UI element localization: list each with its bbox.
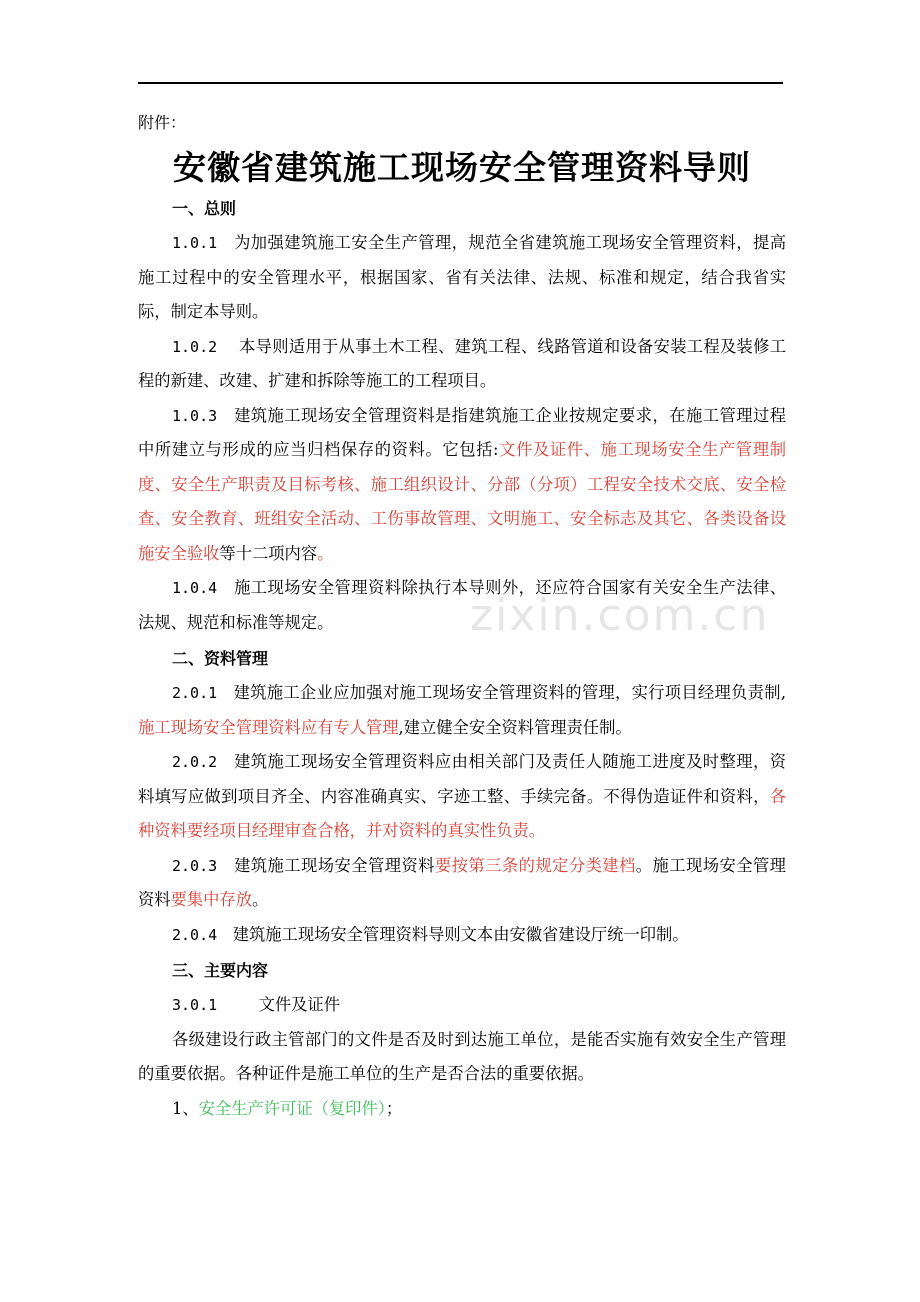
clause-highlight: 各种资料要经项目经理审查合格，并对资料的真实性负责 (138, 786, 786, 840)
clause-number: 1.0.2 (172, 337, 218, 356)
clause-text: 建筑施工现场安全管理资料导则文本由安徽省建设厅统一印制。 (232, 924, 689, 944)
clause-text: 。施工现场安全管理资料 (138, 855, 786, 909)
header-rule (138, 82, 783, 84)
clause-text: 施工现场安全管理资料除执行本导则外，还应符合国家有关安全生产法律、法规、规范和标准等规定。 (138, 578, 786, 632)
clause-2-0-1 (138, 676, 786, 745)
clause-text: 本导则适用于从事土木工程、建筑工程、线路管道和设备安装工程及装修工程的新建、改建、扩建和拆除等施工的工程项目。 (138, 336, 786, 390)
clause-2-0-3 (138, 849, 786, 918)
document-title: 安徽省建筑施工现场安全管理资料导则 (173, 148, 751, 187)
clause-number: 1.0.3 (172, 406, 218, 425)
section-heading-general: 一、总则 (172, 199, 237, 218)
clause-text: 文件及证件 (258, 995, 340, 1014)
clause-3-0-1-description: 各级建设行政主管部门的文件是否及时到达施工单位，是能否实施有效安全生产管理的重要依据。各种证件是施工单位的生产是否合法的重要依据。 (138, 1029, 786, 1083)
clause-3-0-1 (138, 988, 786, 1023)
clause-text: 建筑施工现场安全管理资料应由相关部门及责任人随施工进度及时整理，资料填写应做到项目齐全、内容准确真实、字迹工整、手续完备。不得伪造证件和资料， (138, 752, 786, 806)
clause-1-0-2 (138, 330, 786, 399)
clause-2-0-4 (138, 918, 786, 953)
section-heading-main-content: 三、主要内容 (172, 961, 269, 980)
attachment-label: 附件： (138, 113, 187, 132)
clause-highlight: 施工现场安全管理资料应有专人管理 (138, 717, 399, 737)
list-item-1 (138, 1092, 786, 1127)
clause-text: 建筑施工企业应加强对施工现场安全管理资料的管理，实行项目经理负责制, (233, 683, 786, 702)
clause-number: 1.0.4 (172, 579, 218, 597)
clause-number: 3.0.1 (172, 996, 218, 1014)
clause-1-0-3 (138, 399, 786, 572)
section-heading-data-management: 二、资料管理 (172, 649, 269, 668)
clause-text: 建筑施工现场安全管理资料是指建筑施工企业按规定要求，在施工管理过程中所建立与形成的应当归档保存的资料。它包括: (138, 405, 786, 459)
list-item-highlight: 安全生产许可证（复印件） (198, 1098, 386, 1118)
document-page (138, 112, 786, 1126)
list-item-number: 1、 (172, 1098, 199, 1118)
clause-text: 为加强建筑施工安全生产管理，规范全省建筑施工现场安全管理资料，提高施工过程中的安全管理水平，根据国家、省有关法律、法规、标准和规定，结合我省实际，制定本导则。 (138, 233, 786, 321)
clause-text: ,建立健全安全资料管理责任制。 (398, 717, 632, 737)
clause-highlight: 。 (317, 543, 334, 563)
clause-number: 2.0.4 (172, 925, 218, 944)
clause-highlight: 要按第三条的规定分类建档 (434, 855, 636, 875)
clause-number: 2.0.1 (172, 684, 218, 702)
watermark: zixin.com.cn (470, 590, 770, 641)
clause-number: 2.0.3 (172, 856, 218, 875)
clause-number: 2.0.2 (172, 753, 218, 771)
clause-2-0-2 (138, 745, 786, 849)
clause-number: 1.0.1 (172, 234, 218, 252)
clause-text: 等十二项内容 (219, 543, 318, 563)
clause-text: 建筑施工现场安全管理资料 (234, 855, 435, 875)
clause-text: 。 (252, 890, 269, 909)
list-item-end: ； (385, 1098, 403, 1118)
clause-1-0-4 (138, 571, 786, 640)
clause-text: 。 (528, 821, 546, 840)
clause-1-0-1 (138, 226, 786, 330)
clause-highlight: 要集中存放 (170, 890, 252, 909)
clause-highlight: 文件及证件、施工现场安全生产管理制度、安全生产职责及目标考核、施工组织设计、分部（分项）工程安全技术交底、安全检查、安全教育、班组安全活动、工伤事故管理、文明施工、安全标志及其它、各类设备设施安全验收 (138, 440, 786, 563)
